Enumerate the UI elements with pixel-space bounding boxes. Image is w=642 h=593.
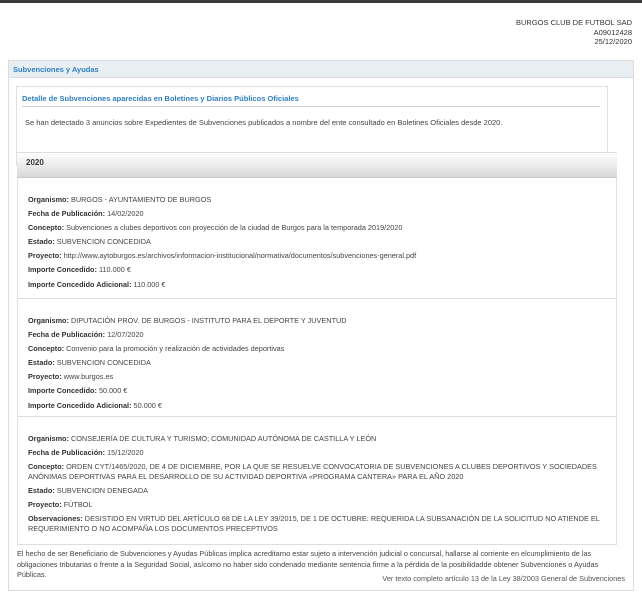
organismo-row: Organismo: CONSEJERÍA DE CULTURA Y TURISMO; COMUNIDAD AUTÓNOMA DE CASTILLA Y LEÓN — [28, 434, 377, 443]
proyecto-row: Proyecto: FÚTBOL — [28, 500, 93, 510]
year-header — [17, 152, 617, 178]
subsidy-entry — [18, 417, 616, 545]
estado-value: SUBVENCION CONCEDIDA — [56, 237, 151, 247]
law-article-link[interactable]: Ver texto completo artículo 13 de la Ley 38/2003 General de Subvenciones — [382, 574, 625, 583]
company-name: BURGOS CLUB DE FUTBOL SAD — [516, 18, 632, 27]
organismo-value: DIPUTACIÓN PROV. DE BURGOS - INSTITUTO PARA EL DEPORTE Y JUVENTUD — [70, 316, 347, 325]
fecha-value: 14/02/2020 — [107, 209, 144, 219]
subsidy-entry — [18, 299, 616, 417]
organismo-value: CONSEJERÍA DE CULTURA Y TURISMO; COMUNIDAD AUTÓNOMA DE CASTILLA Y LEÓN — [70, 434, 377, 443]
fecha-row: Fecha de Publicación: 14/02/2020 — [28, 209, 144, 219]
estado-row: Estado: SUBVENCION DENEGADA — [28, 486, 149, 496]
summary-text: Se han detectado 3 anuncios sobre Expedientes de Subvenciones publicados a nombre del ente consultado en Boletines Oficiales desde 2020. — [25, 118, 503, 127]
importe-adicional-value: 110.000 € — [133, 279, 166, 289]
importe-row: Importe Concedido: 50.000 € — [28, 386, 128, 396]
proyecto-link[interactable]: http://www.aytoburgos.es/archivos/informacion-institucional/normativa/documentos/subvenciones-general.pdf — [63, 251, 417, 261]
top-bar — [0, 0, 642, 3]
importe-value: 110.000 € — [98, 265, 131, 275]
importe-row: Importe Concedido: 110.000 € — [28, 265, 131, 275]
importe-value: 50.000 € — [98, 386, 128, 396]
subsection-title: Detalle de Subvenciones aparecidas en Boletines y Diarios Públicos Oficiales — [22, 94, 600, 107]
report-date: 25/12/2020 — [594, 37, 632, 46]
proyecto-link[interactable]: www.burgos.es — [63, 372, 114, 382]
concepto-value: ORDEN CYT/1465/2020, DE 4 DE DICIEMBRE, POR LA QUE SE RESUELVE CONVOCATORIA DE SUBVENCIONES A CLUBES DEPORTIVOS Y SOCIEDADES ANÓNIMAS DEPORTIVAS PARA EL DESARROLLO DE SU ACTIVIDAD DEPORTIVA «PROGRAMA CANTERA» PARA EL AÑO 2020 — [28, 462, 597, 482]
fecha-value: 12/07/2020 — [107, 330, 144, 340]
year-label: 2020 — [26, 158, 44, 167]
concepto-row: Concepto: ORDEN CYT/1465/2020, DE 4 DE DICIEMBRE, POR LA QUE SE RESUELVE CONVOCATORIA DE SUBVENCIONES A CLUBES DEPORTIVOS Y SOCIEDADES ANÓNIMAS DEPORTIVAS PARA EL DESARROLLO DE SU ACTIVIDAD DEPORTIVA «PROGRAMA CANTERA» PARA EL AÑO 2020 — [28, 462, 597, 482]
footer-legal-text: El hecho de ser Beneficiario de Subvenciones y Ayudas Públicas implica acreditarno estar sujeto a intervención judicial o concursal, hallarse al corriente en elcumplimiento de las obligaciones tributarias o frente a la Seguridad Social, asícomo no haber sido condenado mediante sentencia firme a la pérdida de la posibilidadde obtener Subvenciones o Ayudas Públicas. — [17, 549, 599, 579]
estado-value: SUBVENCION CONCEDIDA — [56, 358, 151, 368]
proyecto-value: FÚTBOL — [63, 500, 93, 510]
fecha-row: Fecha de Publicación: 15/12/2020 — [28, 448, 144, 458]
entries-list — [17, 178, 617, 545]
company-header — [516, 18, 632, 47]
organismo-value: BURGOS - AYUNTAMIENTO DE BURGOS — [70, 195, 212, 204]
proyecto-row: Proyecto: http://www.aytoburgos.es/archivos/informacion-institucional/normativa/documentos/subvenciones-general.pdf — [28, 251, 417, 261]
fecha-row: Fecha de Publicación: 12/07/2020 — [28, 330, 144, 340]
importe-adicional-value: 50.000 € — [133, 400, 162, 410]
observaciones-value: DESISTIDO EN VIRTUD DEL ARTÍCULO 68 DE LA LEY 39/2015, DE 1 DE OCTUBRE: REQUERIDA LA SUBSANACIÓN DE LA SOLICITUD NO ATIENDE EL REQUERIMIENTO O NO ACOMPAÑA LOS DOCUMENTOS PRECEPTIVOS — [28, 514, 600, 534]
section-title: Subvenciones y Ayudas — [9, 61, 633, 78]
organismo-row: Organismo: BURGOS - AYUNTAMIENTO DE BURGOS — [28, 195, 212, 204]
subsidies-section — [8, 60, 634, 591]
organismo-row: Organismo: DIPUTACIÓN PROV. DE BURGOS - INSTITUTO PARA EL DEPORTE Y JUVENTUD — [28, 316, 347, 325]
concepto-row: Concepto: Convenio para la promoción y realización de actividades deportivas — [28, 344, 285, 354]
tax-id: A09012428 — [593, 27, 632, 37]
importe-adicional-row: Importe Concedido Adicional: 110.000 € — [28, 279, 166, 289]
importe-adicional-row: Importe Concedido Adicional: 50.000 € — [28, 400, 162, 410]
estado-value: SUBVENCION DENEGADA — [56, 486, 149, 496]
concepto-value: Convenio para la promoción y realización de actividades deportivas — [66, 344, 285, 354]
subsidy-entry — [18, 178, 616, 299]
estado-row: Estado: SUBVENCION CONCEDIDA — [28, 237, 151, 247]
fecha-value: 15/12/2020 — [107, 448, 144, 458]
concepto-row: Concepto: Subvenciones a clubes deportivos con proyección de la ciudad de Burgos para la temporada 2019/2020 — [28, 223, 403, 233]
observaciones-row: Observaciones: DESISTIDO EN VIRTUD DEL ARTÍCULO 68 DE LA LEY 39/2015, DE 1 DE OCTUBRE: REQUERIDA LA SUBSANACIÓN DE LA SOLICITUD NO ATIENDE EL REQUERIMIENTO O NO ACOMPAÑA LOS DOCUMENTOS PRECEPTIVOS — [28, 514, 600, 534]
concepto-value: Subvenciones a clubes deportivos con proyección de la ciudad de Burgos para la temporada 2019/2020 — [66, 223, 403, 233]
proyecto-row: Proyecto: www.burgos.es — [28, 372, 114, 382]
estado-row: Estado: SUBVENCION CONCEDIDA — [28, 358, 151, 368]
